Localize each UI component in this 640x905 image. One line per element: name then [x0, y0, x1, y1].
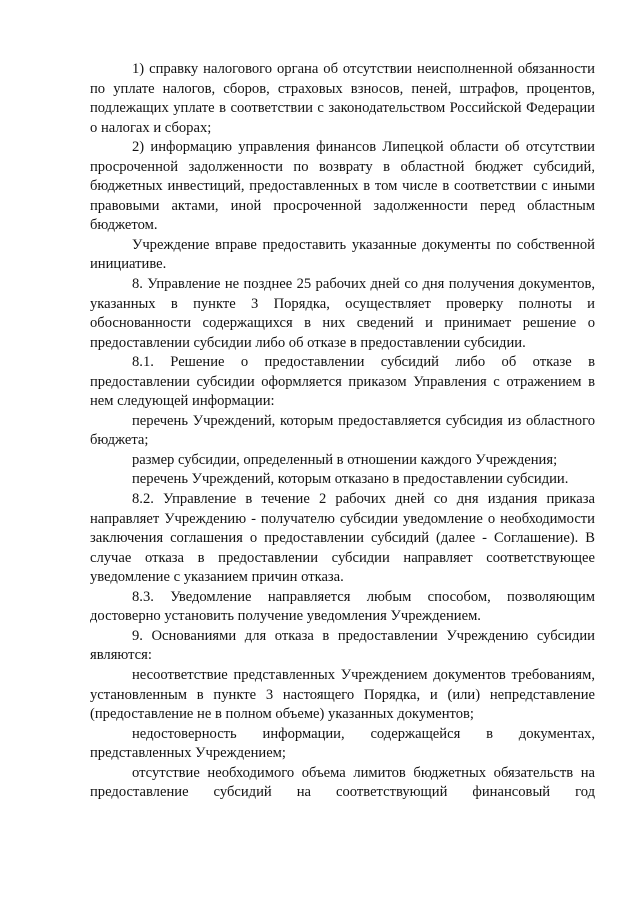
- paragraph-item-8-1: 8.1. Решение о предоставлении субсидий либо об отказе в предоставлении субсидии оформляется приказом Управления с отражением в нем следующей информации:: [90, 354, 595, 410]
- paragraph-item-9: 9. Основаниями для отказа в предоставлении Учреждению субсидии являются:: [90, 627, 595, 664]
- paragraph-list-amount: размер субсидии, определенный в отношении каждого Учреждения;: [132, 451, 558, 468]
- paragraph-finance-info: 2) информацию управления финансов Липецкой области об отсутствии просроченной задолженности по возврату в областной бюджет субсидий, бюджетных инвестиций, предоставленных в том числе в соответствии с иными правовыми актами, иной просроченной задолженности перед областным бюджетом.: [90, 139, 595, 234]
- paragraph-item-8: 8. Управление не позднее 25 рабочих дней со дня получения документов, указанных в пункте 3 Порядка, осуществляет проверку полноты и обоснованности содержащихся в них сведений и принимает решение о предоставлении субсидии либо об отказе в предоставлении субсидии.: [90, 276, 595, 351]
- paragraph-item-8-2: 8.2. Управление в течение 2 рабочих дней со дня издания приказа направляет Учреждению - получателю субсидии уведомление о необходимости заключения соглашения о предоставлении субсидий (далее - Соглашение). В случае отказа в предоставлении субсидии направляет соответствующее уведомление с указанием причин отказа.: [90, 491, 595, 586]
- paragraph-list-recipients: перечень Учреждений, которым предоставляется субсидия из областного бюджета;: [90, 412, 595, 449]
- paragraph-refusal-mismatch: несоответствие представленных Учреждением документов требованиям, установленным в пункте 3 настоящего Порядка, и (или) непредставление (предоставление не в полном объеме) указанных документов;: [90, 666, 595, 723]
- paragraph-refusal-unreliable: недостоверность информации, содержащейся в документах, представленных Учреждением;: [90, 725, 595, 762]
- paragraph-item-8-3: 8.3. Уведомление направляется любым способом, позволяющим достоверно установить получение уведомления Учреждением.: [90, 588, 595, 625]
- paragraph-refusal-limits: отсутствие необходимого объема лимитов бюджетных обязательств на предоставление субсидий на соответствующий финансовый год: [90, 764, 595, 801]
- paragraph-tax-certificate: 1) справку налогового органа об отсутствии неисполненной обязанности по уплате налогов, сборов, страховых взносов, пеней, штрафов, процентов, подлежащих уплате в соответствии с законодательством Российской Федерации о налогах и сборах;: [90, 61, 595, 136]
- paragraph-list-refused: перечень Учреждений, которым отказано в предоставлении субсидии.: [132, 471, 569, 488]
- paragraph-own-initiative: Учреждение вправе предоставить указанные документы по собственной инициативе.: [90, 236, 595, 273]
